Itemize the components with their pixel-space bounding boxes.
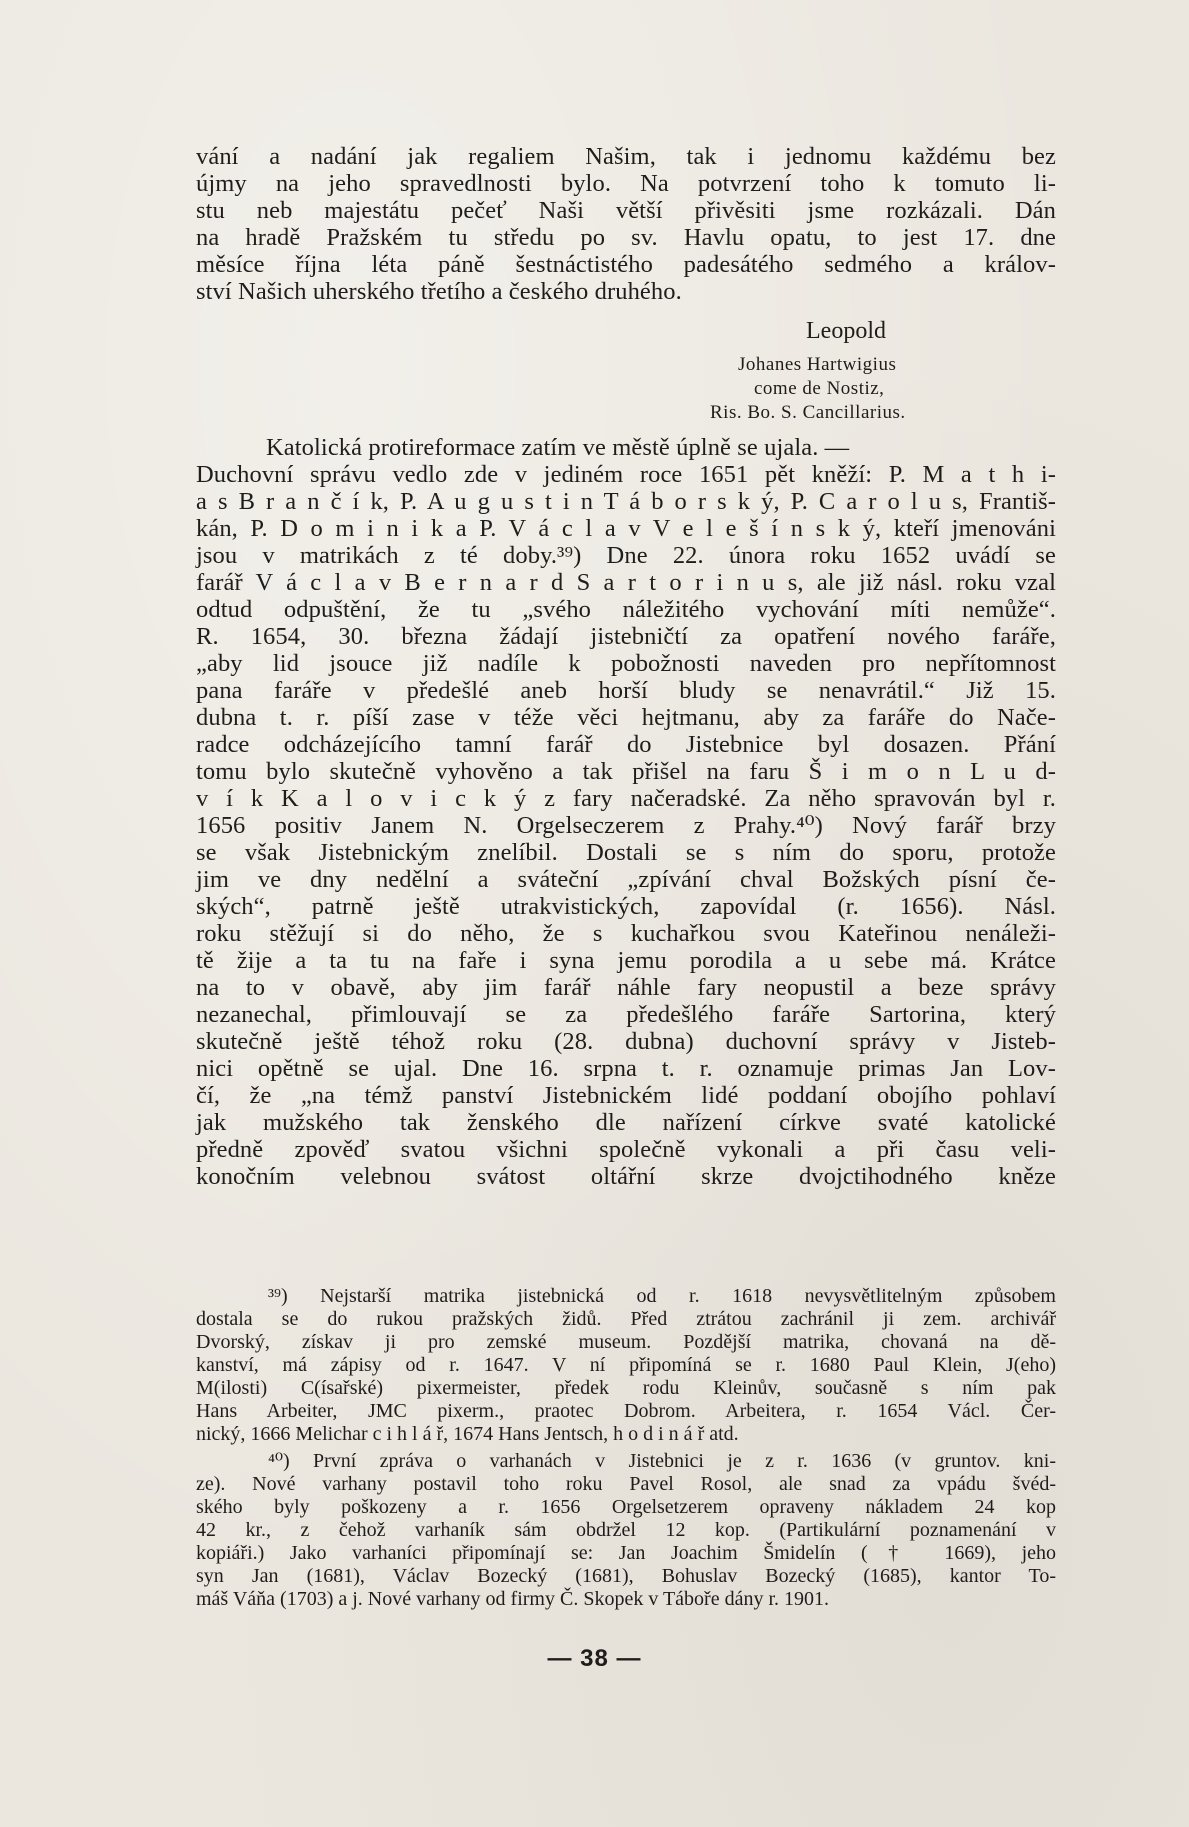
text-line: ství Našich uherského třetího a českého druhého. [196, 278, 682, 305]
footnote-line: Dvorský, získav ji pro zemské museum. Pozdější matrika, chovaná na dě- [196, 1331, 1056, 1353]
signature-line: come de Nostiz, [754, 378, 885, 399]
text-line: skutečně ještě téhož roku (28. dubna) duchovní správy v Jisteb- [196, 1028, 1056, 1055]
text-line: kán, P. D o m i n i k a P. V á c l a v V e l e š í n s k ý, kteří jmenováni [196, 515, 1056, 542]
text-line: Duchovní správu vedlo zde v jediném roce 1651 pět kněží: P. M a t h i- [196, 461, 1056, 488]
text-line: jak mužského tak ženského dle nařízení církve svaté katolické [196, 1109, 1056, 1136]
text-line: a s B r a n č í k, P. A u g u s t i n T á b o r s k ý, P. C a r o l u s, Františ- [196, 488, 1056, 515]
signature-name: Leopold [806, 318, 886, 344]
footnote-line: ského byly poškozeny a r. 1656 Orgelsetzerem opraveny nákladem 24 kop [196, 1496, 1056, 1518]
footnote-line: máš Váňa (1703) a j. Nové varhany od firmy Č. Skopek v Táboře dány r. 1901. [196, 1588, 830, 1610]
page-number: — 38 — [547, 1645, 642, 1672]
text-line: pana faráře v předešlé aneb horší bludy se nenavrátil.“ Již 15. [196, 677, 1056, 704]
footnote-line: kopiáři.) Jako varhaníci připomínají se: Jan Joachim Šmidelín († 1669), jeho [196, 1542, 1056, 1564]
text-line: čí, že „na témž panství Jistebnickém lidé poddaní obojího pohlaví [196, 1082, 1056, 1109]
footnote-line: ³⁹) Nejstarší matrika jistebnická od r. 1618 nevysvětlitelným způsobem [268, 1285, 1056, 1307]
text-line: jim ve dny nedělní a sváteční „zpívání chval Božských písní če- [196, 866, 1056, 893]
text-line: na hradě Pražském tu středu po sv. Havlu opatu, to jest 17. dne [196, 224, 1056, 251]
footnote-line: nický, 1666 Melichar c i h l á ř, 1674 Hans Jentsch, h o d i n á ř atd. [196, 1423, 739, 1445]
text-line: farář V á c l a v B e r n a r d S a r t o r i n u s, ale již násl. roku vzal [196, 569, 1056, 596]
footnote-line: syn Jan (1681), Václav Bozecký (1681), Bohuslav Bozecký (1685), kantor To- [196, 1565, 1056, 1587]
footnote-line: ⁴⁰) První zpráva o varhanách v Jistebnici je z r. 1636 (v gruntov. kni- [268, 1450, 1056, 1472]
text-line: jsou v matrikách z té doby.³⁹) Dne 22. února roku 1652 uvádí se [196, 542, 1056, 569]
text-line: Katolická protireformace zatím ve městě úplně se ujala. — [266, 434, 850, 461]
text-line: dubna t. r. píší zase v téže věci hejtmanu, aby za faráře do Nače- [196, 704, 1056, 731]
footnote-line: dostala se do rukou pražských židů. Před ztrátou zachránil ji zem. archivář [196, 1308, 1056, 1330]
footnote-line: M(ilosti) C(ísařské) pixermeister, předek rodu Kleinův, současně s ním pak [196, 1377, 1056, 1399]
footnote-line: ze). Nové varhany postavil toho roku Pavel Rosol, ale snad za vpádu švéd- [196, 1473, 1056, 1495]
text-line: odtud odpuštění, že tu „svého náležitého vychování míti nemůže“. [196, 596, 1056, 623]
footnote-line: 42 kr., z čehož varhaník sám obdržel 12 kop. (Partikulární poznamenání v [196, 1519, 1056, 1541]
text-line: „aby lid jsouce již nadíle k pobožnosti naveden pro nepřítomnost [196, 650, 1056, 677]
text-line: roku stěžují si do něho, že s kuchařkou svou Kateřinou nenáleži- [196, 920, 1056, 947]
footnote-line: Hans Arbeiter, JMC pixerm., praotec Dobrom. Arbeitera, r. 1654 Václ. Čer- [196, 1400, 1056, 1422]
text-line: stu neb majestátu pečeť Naši větší přivěsiti jsme rozkázali. Dán [196, 197, 1056, 224]
text-line: na to v obavě, aby jim farář náhle fary neopustil a beze správy [196, 974, 1056, 1001]
text-line: vání a nadání jak regaliem Našim, tak i jednomu každému bez [196, 143, 1056, 170]
text-line: radce odcházejícího tamní farář do Jistebnice byl dosazen. Přání [196, 731, 1056, 758]
text-line: konočním velebnou svátost oltářní skrze dvojctihodného kněze [196, 1163, 1056, 1190]
text-line: měsíce října léta páně šestnáctistého padesátého sedmého a králov- [196, 251, 1056, 278]
text-line: tě žije a ta tu na faře i syna jemu porodila a u sebe má. Krátce [196, 947, 1056, 974]
text-line: nezanechal, přimlouvají se za předešlého faráře Sartorina, který [196, 1001, 1056, 1028]
text-line: předně zpověď svatou všichni společně vykonali a při času veli- [196, 1136, 1056, 1163]
text-line: 1656 positiv Janem N. Orgelseczerem z Prahy.⁴⁰) Nový farář brzy [196, 812, 1056, 839]
text-line: se však Jistebnickým znelíbil. Dostali se s ním do sporu, protože [196, 839, 1056, 866]
signature-line: Ris. Bo. S. Cancillarius. [710, 402, 906, 423]
text-line: tomu bylo skutečně vyhověno a tak přišel na faru Š i m o n L u d- [196, 758, 1056, 785]
text-line: nici opětně se ujal. Dne 16. srpna t. r. oznamuje primas Jan Lov- [196, 1055, 1056, 1082]
text-line: v í k K a l o v i c k ý z fary načeradské. Za něho spravován byl r. [196, 785, 1056, 812]
text-line: ských“, patrně ještě utrakvistických, zapovídal (r. 1656). Násl. [196, 893, 1056, 920]
footnote-line: kanství, má zápisy od r. 1647. V ní připomíná se r. 1680 Paul Klein, J(eho) [196, 1354, 1056, 1376]
signature-line: Johanes Hartwigius [738, 354, 897, 375]
text-line: R. 1654, 30. března žádají jistebničtí za opatření nového faráře, [196, 623, 1056, 650]
text-line: újmy na jeho spravedlnosti bylo. Na potvrzení toho k tomuto li- [196, 170, 1056, 197]
